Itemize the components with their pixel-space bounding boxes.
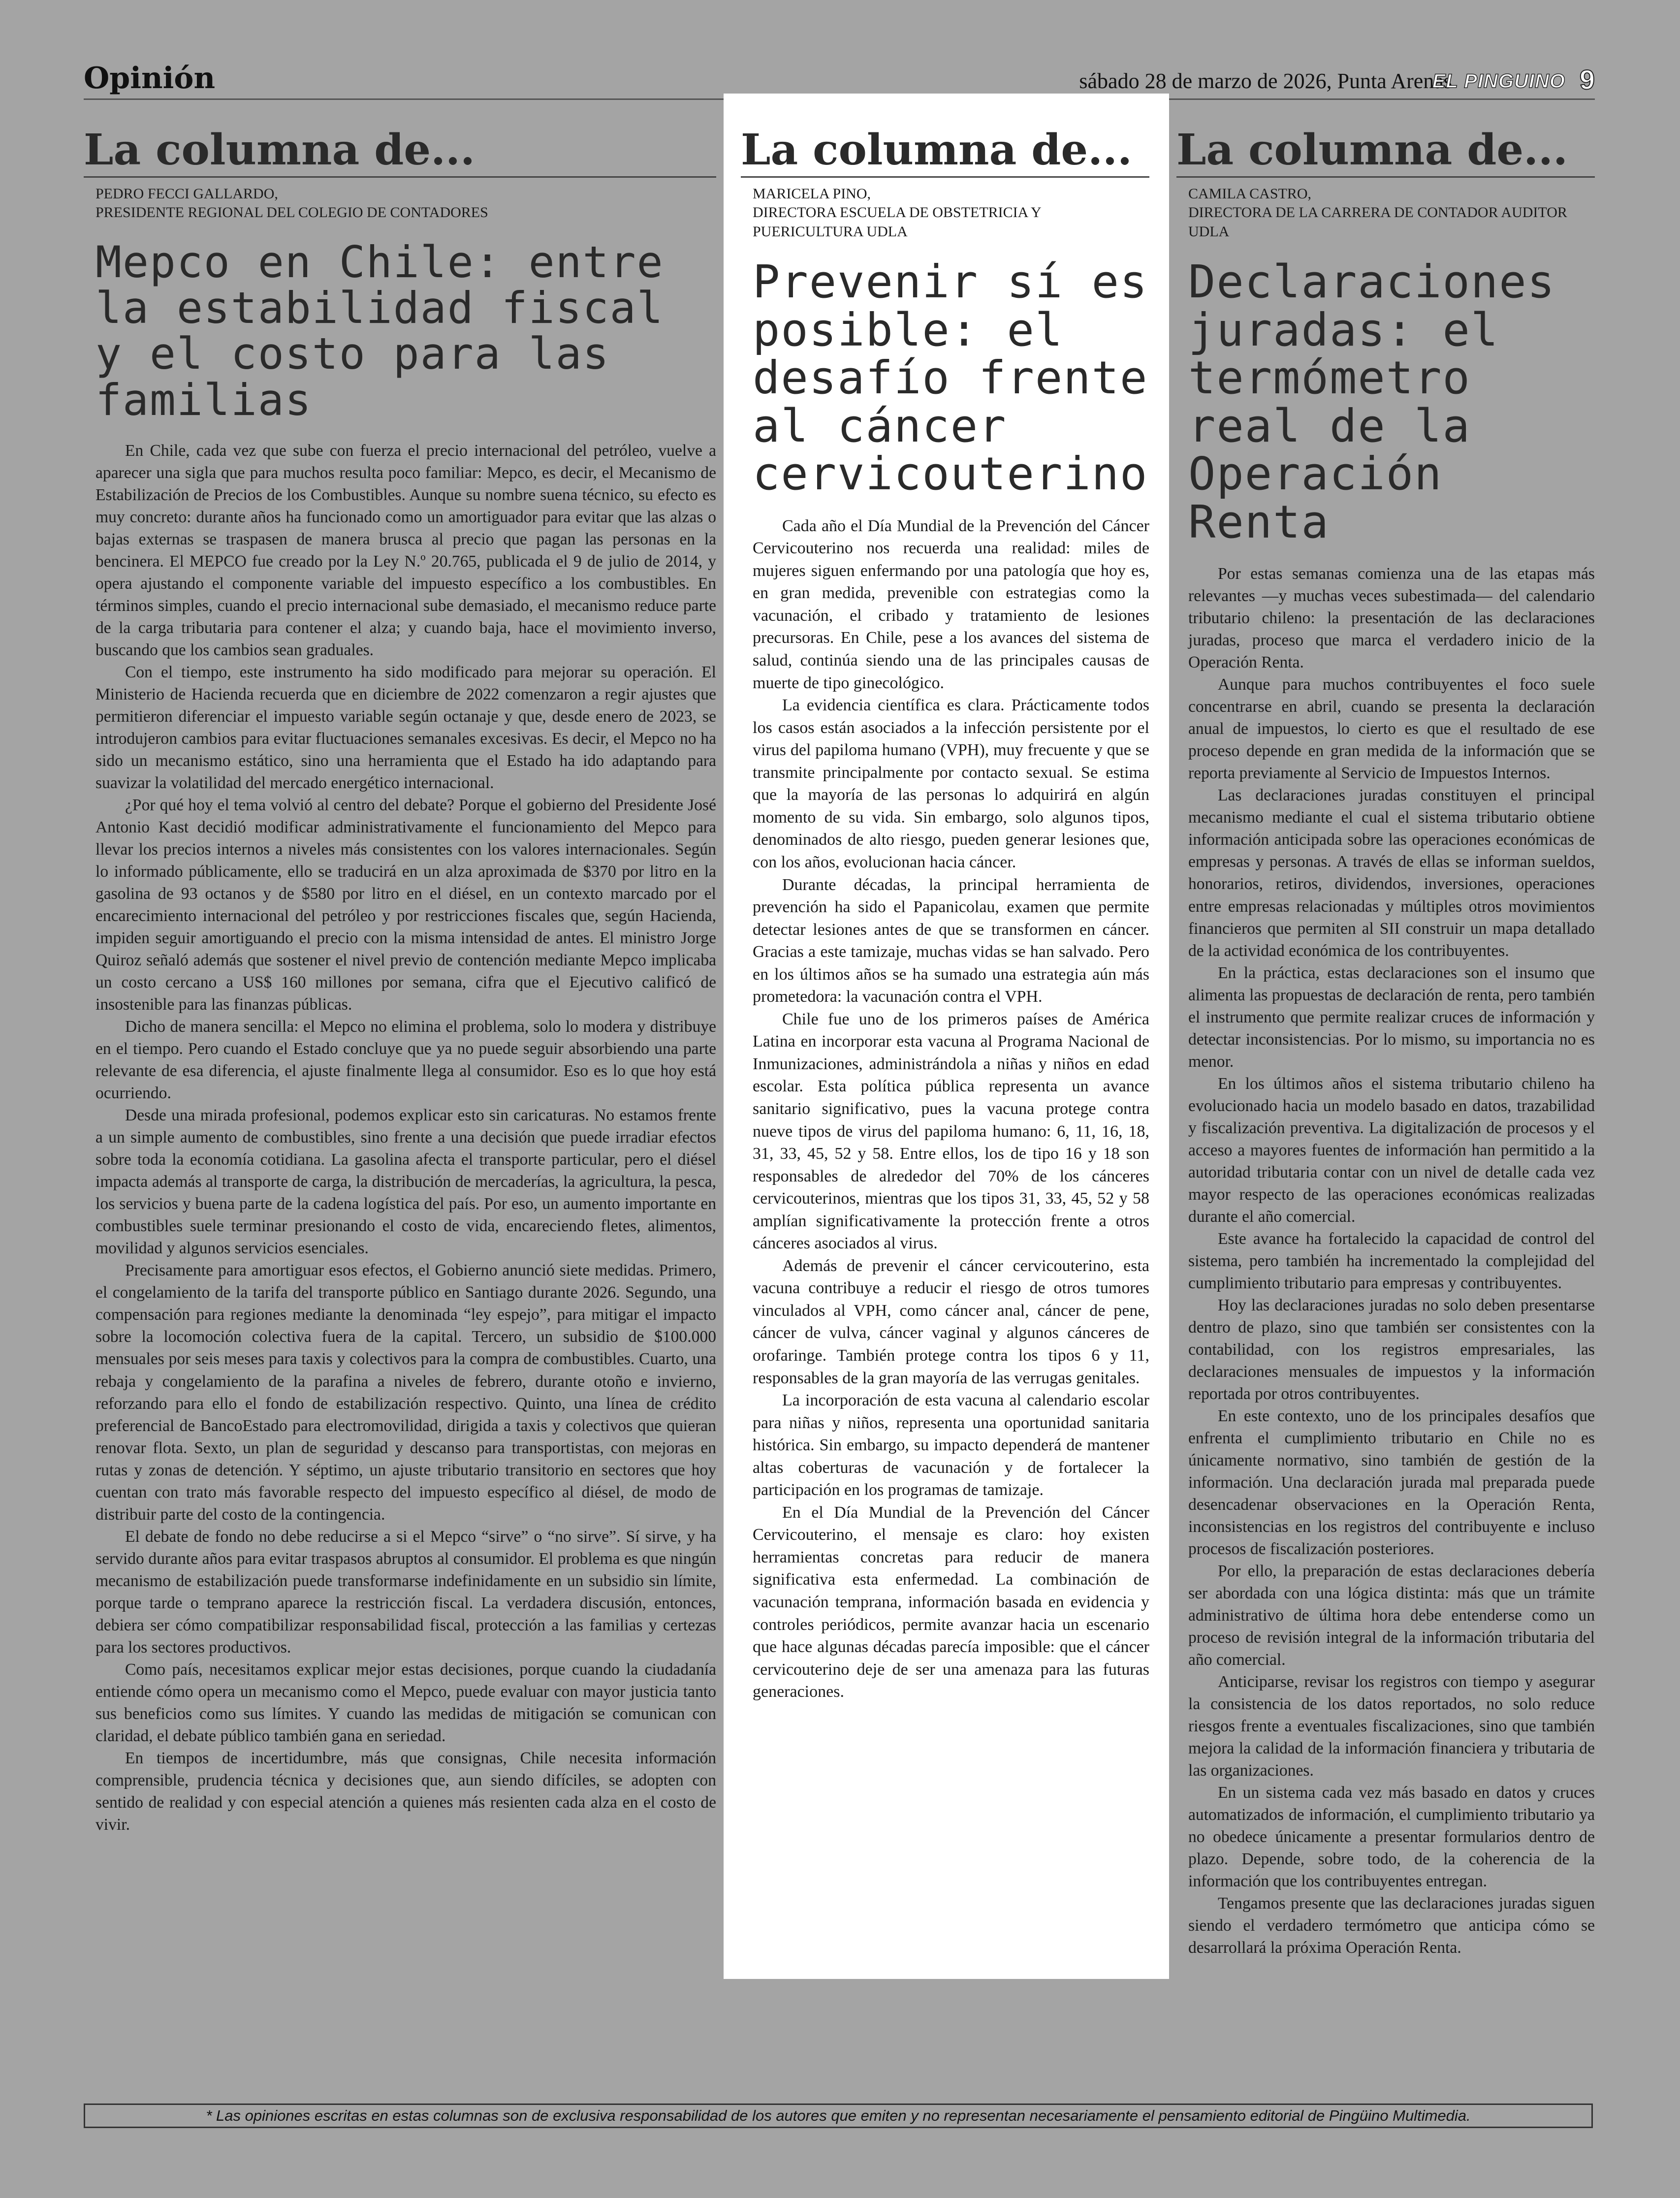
article-paragraph: Por estas semanas comienza una de las etapas más relevantes —y muchas veces subestimada— del calendario tributario chileno: la presentación de las declaraciones juradas, proceso que marca el verdadero inicio de la Operación Renta. xyxy=(1188,565,1595,672)
article-headline: Mepco en Chile: entre la estabilidad fiscal y el costo para las familias xyxy=(95,236,664,425)
article-paragraph: Como país, necesitamos explicar mejor estas decisiones, porque cuando la ciudadanía entiende cómo opera un mecanismo como el Mepco, puede evaluar con mayor justicia tanto sus beneficios como sus límites. Y cuando las medidas de mitigación se comunican con claridad, el debate público también gana en seriedad. xyxy=(95,1660,716,1745)
author-byline xyxy=(1188,185,1595,241)
article-paragraph: Chile fue uno de los primeros países de América Latina en incorporar esta vacuna al Programa Nacional de Inmunizaciones, administrándola a niñas y niños en edad escolar. Esta política pública representa un avance sanitario significativo, pues la vacuna protege contra nueve tipos de virus del papiloma humano: 6, 11, 16, 18, 31, 33, 45, 52 y 58. Entre ellos, los de tipo 16 y 18 son responsables de alrededor del 70% de los cánceres cervicouterinos, mientras que los tipos 31, 33, 45, 52 y 58 amplían significativamente la protección frente a otros cánceres asociados al virus. xyxy=(753,1010,1149,1253)
article-headline: Prevenir sí es posible: el desafío frente al cáncer cervicouterino xyxy=(753,255,1148,501)
article-paragraph: La evidencia científica es clara. Prácticamente todos los casos están asociados a la infección persistente por el virus del papiloma humano (VPH), muy frecuente y que se transmite principalmente por contacto sexual. Se estima que la mayoría de las personas lo adquirirá en algún momento de su vida. Sin embargo, solo algunos tipos, denominados de alto riesgo, pueden generar lesiones que, con los años, evolucionan hacia cáncer. xyxy=(753,696,1149,871)
article-paragraph: En el Día Mundial de la Prevención del Cáncer Cervicouterino, el mensaje es claro: hoy existen herramientas concretas para reducir de manera significativa esta enfermedad. La combinación de vacunación temprana, información basada en evidencia y controles periódicos, permite avanzar hacia un escenario que hace algunas décadas parecía imposible: que el cáncer cervicouterino deje de ser una amenaza para las futuras generaciones. xyxy=(753,1503,1149,1701)
author-title: DIRECTORA DE LA CARRERA DE CONTADOR AUDITOR UDLA xyxy=(1188,204,1567,240)
author-title: DIRECTORA ESCUELA DE OBSTETRICIA Y PUERICULTURA UDLA xyxy=(753,204,1041,240)
article-paragraph: ¿Por qué hoy el tema volvió al centro del debate? Porque el gobierno del Presidente José Antonio Kast decidió modificar administrativamente el funcionamiento del Mepco para llevar los precios internos a niveles más consistentes con los valores internacionales. Según lo informado públicamente, ello se traducirá en un alza aproximada de $370 por litro en la gasolina de 93 octanos y de $580 por litro en el diésel, en un contexto marcado por el encarecimiento internacional del petróleo y por restricciones fiscales que, según Hacienda, impiden seguir amortiguando el precio con la misma intensidad de antes. El ministro Jorge Quiroz señaló además que sostener el nivel previo de contención mediante Mepco implicaba un costo cercano a US$ 160 millones por semana, cifra que el Ejecutivo calificó de insostenible para las finanzas públicas. xyxy=(95,796,716,1014)
article-paragraph: Además de prevenir el cáncer cervicouterino, esta vacuna contribuye a reducir el riesgo de otros tumores vinculados al VPH, como cáncer anal, cáncer de pene, cáncer de vulva, cáncer vaginal y algunos cánceres de orofaringe. También protege contra los tipos 6 y 11, responsables de la gran mayoría de las verrugas genitales. xyxy=(753,1256,1149,1387)
page-number: 9 xyxy=(1579,64,1595,95)
article-paragraph: Con el tiempo, este instrumento ha sido modificado para mejorar su operación. El Ministerio de Hacienda recuerda que en diciembre de 2022 comenzaron a regir ajustes que permitieron diferenciar el impuesto variable según octanaje y que, desde enero de 2023, se introdujeron cambios para evitar fluctuaciones semanales excesivas. Es decir, el Mepco no ha sido un mecanismo estático, sino una herramienta que el Estado ha ido adaptando para suavizar la volatilidad del mercado energético internacional. xyxy=(95,663,716,793)
author-byline xyxy=(95,185,716,223)
article-paragraph: En este contexto, uno de los principales desafíos que enfrenta el cumplimiento tributario en Chile no es únicamente normativo, sino también de gestión de la información. Una declaración jurada mal preparada puede desencadenar observaciones en la Operación Renta, inconsistencias en los registros del contribuyente e incluso procesos de fiscalización posteriores. xyxy=(1188,1406,1595,1558)
article-paragraph: Anticiparse, revisar los registros con tiempo y asegurar la consistencia de los datos reportados, no solo reduce riesgos frente a eventuales fiscalizaciones, sino que también mejora la calidad de la información financiera y tributaria de las organizaciones. xyxy=(1188,1673,1595,1780)
article-paragraph: Cada año el Día Mundial de la Prevención del Cáncer Cervicouterino nos recuerda una realidad: miles de mujeres siguen enfermando por una patología que hoy es, en gran medida, prevenible con estrategias como la vacunación, el cribado y tratamiento de lesiones precursoras. En Chile, pese a los avances del sistema de salud, continúa siendo una de las principales causas de muerte de tipo ginecológico. xyxy=(753,516,1149,692)
article-paragraph: La incorporación de esta vacuna al calendario escolar para niñas y niños, representa una oportunidad sanitaria histórica. Sin embargo, su impacto dependerá de mantener altas coberturas de vacunación y de fortalecer la participación en los programas de tamizaje. xyxy=(753,1391,1149,1499)
article-paragraph: Desde una mirada profesional, podemos explicar esto sin caricaturas. No estamos frente a un simple aumento de combustibles, sino frente a una decisión que puede irradiar efectos sobre toda la economía cotidiana. La gasolina afecta el transporte particular, pero el diésel impacta además al transporte de carga, la distribución de mercaderías, la agricultura, la pesca, los servicios y buena parte de la cadena logística del país. Por eso, un aumento importante en combustibles suele terminar presionando el costo de vida, encareciendo fletes, alimentos, movilidad y algunos servicios esenciales. xyxy=(95,1106,716,1258)
article-paragraph: En tiempos de incertidumbre, más que consignas, Chile necesita información comprensible, prudencia técnica y decisiones que, aun siendo difíciles, se adopten con sentido de realidad y con especial atención a quienes más resienten cada alza en el costo de vivir. xyxy=(95,1749,716,1834)
author-name: MARICELA PINO, xyxy=(753,186,871,202)
section-label: Opinión xyxy=(84,61,216,96)
article-headline: Declaraciones juradas: el termómetro real de la Operación Renta xyxy=(1188,255,1556,548)
article-paragraph: En Chile, cada vez que sube con fuerza el precio internacional del petróleo, vuelve a aparecer una sigla que para muchos resulta poco familiar: Mepco, es decir, el Mecanismo de Estabilización de Precios de los Combustibles. Aunque su nombre suena técnico, su efecto es muy concreto: durante años ha funcionado como un amortiguador para evitar que las alzas o bajas externas se traspasen de manera brusca al precio que pagan las personas en la bencinera. El MEPCO fue creado por la Ley N.º 20.765, publicada el 9 de julio de 2014, y opera ajustando el componente variable del impuesto específico a los combustibles. En términos simples, cuando el precio internacional sube demasiado, el mecanismo reduce parte de la carga tributaria para contener el alza; y cuando baja, hace el movimiento inverso, buscando que los cambios sean graduales. xyxy=(95,441,716,659)
article-paragraph: Tengamos presente que las declaraciones juradas siguen siendo el verdadero termómetro que anticipa cómo se desarrollará la próxima Operación Renta. xyxy=(1188,1894,1595,1957)
article-body xyxy=(95,440,716,1836)
article-body xyxy=(1188,563,1595,1959)
article-paragraph: El debate de fondo no debe reducirse a si el Mepco “sirve” o “no sirve”. Sí sirve, y ha servido durante años para evitar traspasos abruptos al consumidor. El problema es que ningún mecanismo de estabilización puede transformarse indefinidamente en un subsidio sin límite, porque tarde o temprano aparece la restricción fiscal. La verdadera discusión, entonces, debiera ser cómo compatibilizar responsabilidad fiscal, protección a las familias y certezas para los sectores productivos. xyxy=(95,1527,716,1656)
column-kicker: La columna de... xyxy=(741,129,1149,178)
article-paragraph: Dicho de manera sencilla: el Mepco no elimina el problema, solo lo modera y distribuye en el tiempo. Pero cuando el Estado concluye que ya no puede seguir absorbiendo una parte relevante de esa diferencia, el ajuste finalmente llega al consumidor. Eso es lo que hoy está ocurriendo. xyxy=(95,1018,716,1103)
article-paragraph: En los últimos años el sistema tributario chileno ha evolucionado hacia un modelo basado en datos, trazabilidad y fiscalización preventiva. La digitalización de procesos y el acceso a mayores fuentes de información han permitido a la autoridad tributaria contar con un nivel de detalle cada vez mayor respecto de las operaciones económicas realizadas durante el año comercial. xyxy=(1188,1074,1595,1226)
column-3 xyxy=(1176,125,1595,1959)
article-paragraph: Este avance ha fortalecido la capacidad de control del sistema, pero también ha incrementado la complejidad del cumplimiento tributario para empresas y contribuyentes. xyxy=(1188,1229,1595,1292)
author-title: PRESIDENTE REGIONAL DEL COLEGIO DE CONTADORES xyxy=(95,204,488,221)
article-paragraph: Aunque para muchos contribuyentes el foco suele concentrarse en abril, cuando se presenta la declaración anual de impuestos, lo cierto es que el resultado de ese proceso depende en gran medida de la información que se reporta previamente al Servicio de Impuestos Internos. xyxy=(1188,675,1595,783)
article-paragraph: Hoy las declaraciones juradas no solo deben presentarse dentro de plazo, sino que también ser consistentes con la contabilidad, con los registros empresariales, las declaraciones mensuales de impuestos y la información reportada por otros contribuyentes. xyxy=(1188,1296,1595,1403)
newspaper-logo: EL PINGUINO xyxy=(1432,70,1565,92)
column-kicker: La columna de... xyxy=(1176,129,1595,178)
author-byline xyxy=(753,185,1149,241)
article-paragraph: En la práctica, estas declaraciones son el insumo que alimenta las propuestas de declaración de renta, pero también el instrumento que permite realizar cruces de información y detectar inconsistencias. Por lo mismo, su importancia no es menor. xyxy=(1188,963,1595,1071)
editorial-disclaimer: * Las opiniones escritas en estas columnas son de exclusiva responsabilidad de los autores que emiten y no representan necesariamente el pensamiento editorial de Pingüino Multimedia. xyxy=(84,2103,1593,2128)
author-name: PEDRO FECCI GALLARDO, xyxy=(95,186,278,202)
column-1 xyxy=(84,125,716,1836)
author-name: CAMILA CASTRO, xyxy=(1188,186,1312,202)
article-paragraph: Precisamente para amortiguar esos efectos, el Gobierno anunció siete medidas. Primero, el congelamiento de la tarifa del transporte público en Santiago durante 2026. Segundo, una compensación para regiones mediante la denominada “ley espejo”, para mitigar el impacto sobre la locomoción colectiva fuera de la capital. Tercero, un subsidio de $100.000 mensuales por seis meses para taxis y colectivos para la compra de combustibles. Cuarto, una rebaja y congelamiento de la parafina a niveles de febrero, durante otoño e invierno, reforzando para ello el fondo de estabilización respectivo. Quinto, una línea de crédito preferencial de BancoEstado para electromovilidad, dirigida a taxis y colectivos que quieran renovar flota. Sexto, un plan de seguridad y descanso para transportistas, con mejoras en rutas y zonas de detención. Y séptimo, un ajuste tributario transitorio en sectores que hoy cuentan con trato más favorable respecto del impuesto específico al diésel, de modo de distribuir parte del costo de la contingencia. xyxy=(95,1261,716,1524)
article-paragraph: Por ello, la preparación de estas declaraciones debería ser abordada con una lógica distinta: más que un trámite administrativo de última hora debe entenderse como un proceso de revisión integral de la información tributaria del año comercial. xyxy=(1188,1561,1595,1669)
article-paragraph: Las declaraciones juradas constituyen el principal mecanismo mediante el cual el sistema tributario obtiene información anticipada sobre las operaciones económicas de empresas y personas. A través de ellas se informan sueldos, honorarios, retiros, dividendos, inversiones, operaciones entre empresas relacionadas y múltiples otros movimientos financieros que permiten al SII construir un mapa detallado de la actividad económica de los contribuyentes. xyxy=(1188,786,1595,960)
date-line: sábado 28 de marzo de 2026, Punta Arenas xyxy=(1079,69,1452,93)
column-kicker: La columna de... xyxy=(84,129,716,178)
column-2 xyxy=(741,125,1149,1703)
article-paragraph: En un sistema cada vez más basado en datos y cruces automatizados de información, el cumplimiento tributario ya no obedece únicamente a presentar formularios dentro de plazo. Depende, sobre todo, de la coherencia de la información que los contribuyentes entregan. xyxy=(1188,1784,1595,1891)
article-body xyxy=(753,515,1149,1703)
article-paragraph: Durante décadas, la principal herramienta de prevención ha sido el Papanicolau, examen que permite detectar lesiones antes de que se transformen en cáncer. Gracias a este tamizaje, muchas vidas se han salvado. Pero en los últimos años se ha sumado una estrategia aún más prometedora: la vacunación contra el VPH. xyxy=(753,875,1149,1006)
